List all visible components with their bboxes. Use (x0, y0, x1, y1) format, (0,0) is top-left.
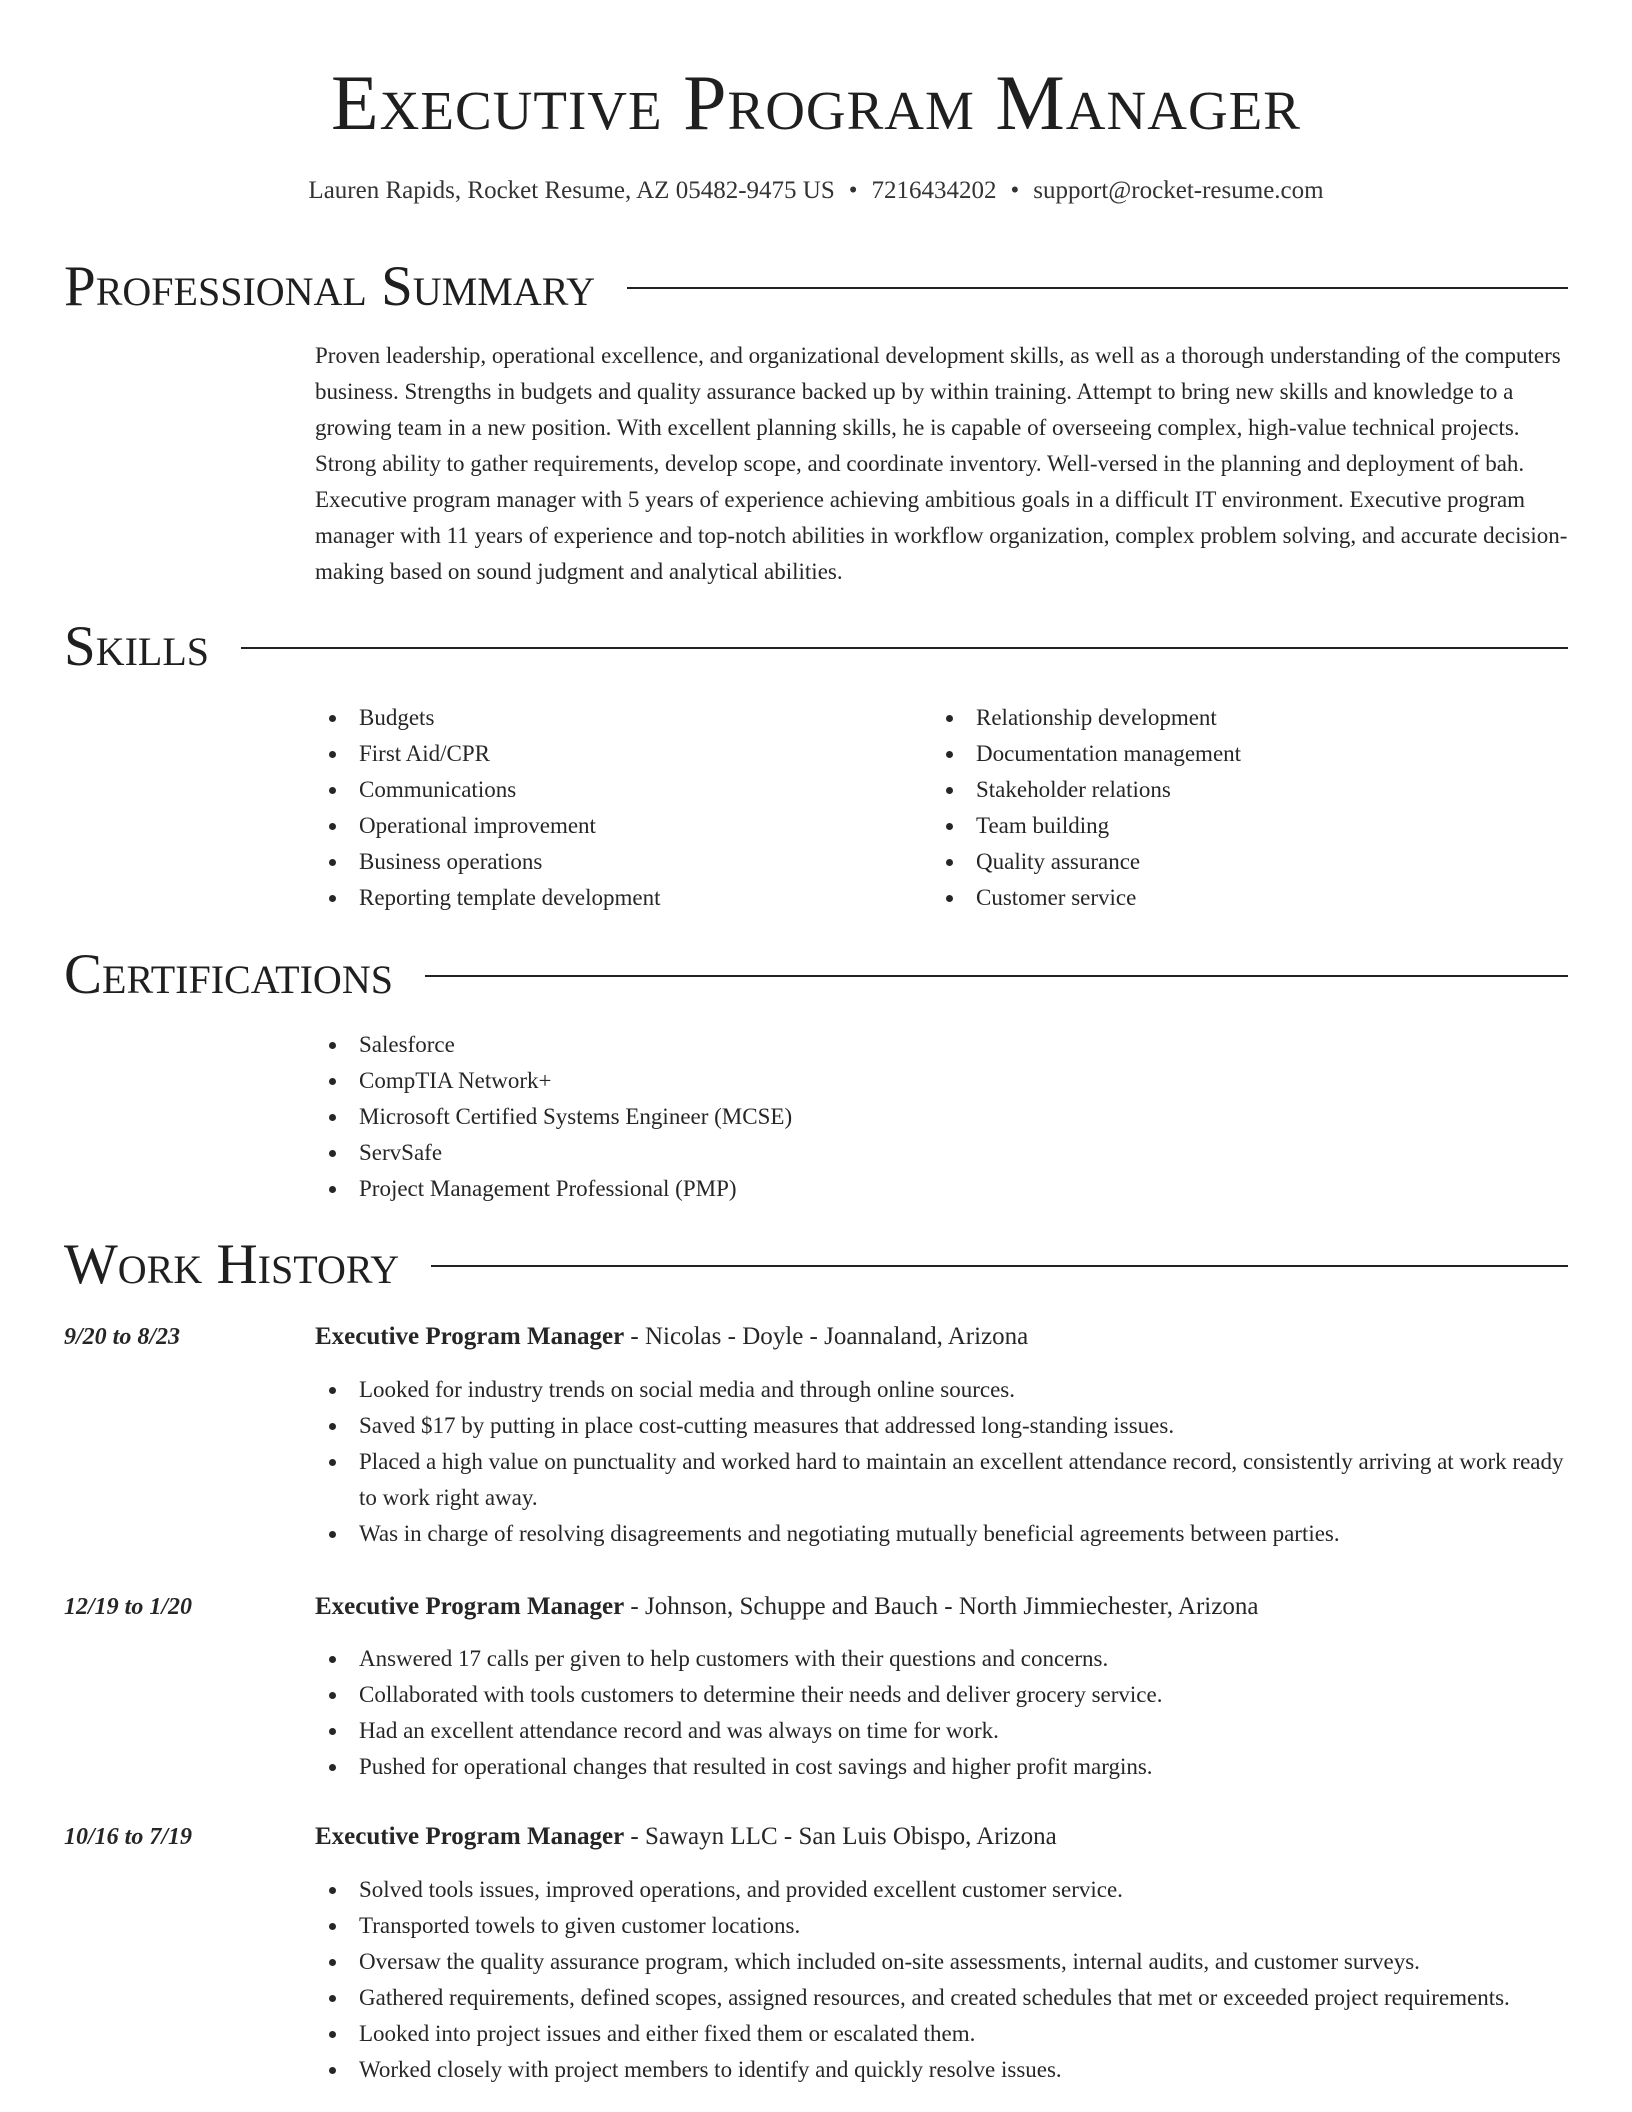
job-bullets (315, 1872, 1570, 2088)
job-bullet: Looked for industry trends on social media and through online sources. (315, 1372, 1570, 1408)
job-bullets (315, 1641, 1570, 1785)
job-dates: 12/19 to 1/20 (64, 1594, 193, 1620)
job-employer: - Sawayn LLC - San Luis Obispo, Arizona (624, 1823, 1057, 1850)
contact-line (0, 174, 1632, 208)
summary-paragraph: Proven leadership, operational excellence, and organizational development skills, as well as a thorough understanding of the computers business. Strengths in budgets and quality assurance backed up by within training. Attempt to bring new skills and knowledge to a growing team in a new position. With excellent planning skills, he is capable of overseeing complex, high-value technical projects. Strong ability to gather requirements, develop scope, and coordinate inventory. Well-versed in the planning and deployment of bah. Executive program manager with 5 years of experience achieving ambitious goals in a difficult IT environment. Executive program manager with 11 years of experience and top-notch abilities in workflow organization, complex problem solving, and accurate decision-making based on sound judgment and analytical abilities. (315, 343, 1568, 584)
section-title-certifications: Certifications (64, 943, 393, 1006)
section-title-skills: Skills (64, 615, 210, 678)
job-dates: 10/16 to 7/19 (64, 1824, 193, 1850)
separator-dot: • (1010, 177, 1020, 204)
skill-item: Customer service (932, 880, 1532, 916)
skills-list-left (315, 700, 915, 916)
certification-item: CompTIA Network+ (315, 1063, 1315, 1099)
job-title-line (315, 1589, 1570, 1625)
skill-item: Team building (932, 808, 1532, 844)
address: Lauren Rapids, Rocket Resume, AZ 05482-9475 US (308, 177, 835, 204)
job-bullet: Solved tools issues, improved operations, and provided excellent customer service. (315, 1872, 1570, 1908)
skill-item: Documentation management (932, 736, 1532, 772)
section-divider (431, 1265, 1568, 1267)
resume-title: Executive Program Manager (331, 59, 1301, 146)
certification-item: ServSafe (315, 1135, 1315, 1171)
section-divider (241, 647, 1568, 649)
job-bullet: Collaborated with tools customers to determine their needs and deliver grocery service. (315, 1677, 1570, 1713)
skill-item: Reporting template development (315, 880, 915, 916)
certification-item: Salesforce (315, 1027, 1315, 1063)
skill-item: First Aid/CPR (315, 736, 915, 772)
certifications-list (315, 1027, 1315, 1207)
job-bullet: Saved $17 by putting in place cost-cutting measures that addressed long-standing issues. (315, 1408, 1570, 1444)
job-title-line (315, 1319, 1570, 1355)
skills-section-header (64, 612, 1568, 682)
section-title-summary: Professional Summary (64, 255, 596, 318)
job-bullet: Had an excellent attendance record and was always on time for work. (315, 1713, 1570, 1749)
skills-list-right (932, 700, 1532, 916)
job-bullets (315, 1372, 1570, 1552)
job-bullet: Worked closely with project members to identify and quickly resolve issues. (315, 2052, 1570, 2088)
skill-item: Operational improvement (315, 808, 915, 844)
skill-item: Budgets (315, 700, 915, 736)
section-title-work-history: Work History (64, 1233, 400, 1296)
job-role: Executive Program Manager (315, 1593, 625, 1620)
section-divider (627, 287, 1568, 289)
job-role: Executive Program Manager (315, 1823, 625, 1850)
certification-item: Project Management Professional (PMP) (315, 1171, 1315, 1207)
skill-item: Stakeholder relations (932, 772, 1532, 808)
skill-item: Business operations (315, 844, 915, 880)
certifications-section-header (64, 940, 1568, 1010)
job-employer: - Nicolas - Doyle - Joannaland, Arizona (624, 1323, 1029, 1350)
email[interactable]: support@rocket-resume.com (1033, 177, 1324, 204)
skill-item: Communications (315, 772, 915, 808)
job-title-line (315, 1819, 1570, 1855)
job-employer: - Johnson, Schuppe and Bauch - North Jimmiechester, Arizona (624, 1593, 1259, 1620)
job-bullet: Pushed for operational changes that resulted in cost savings and higher profit margins. (315, 1749, 1570, 1785)
work-history-section-header (64, 1230, 1568, 1300)
job-bullet: Looked into project issues and either fixed them or escalated them. (315, 2016, 1570, 2052)
job-dates: 9/20 to 8/23 (64, 1324, 181, 1350)
separator-dot: • (848, 177, 858, 204)
job-bullet: Gathered requirements, defined scopes, assigned resources, and created schedules that met or exceeded project requirements. (315, 1980, 1570, 2016)
skill-item: Relationship development (932, 700, 1532, 736)
job-bullet: Was in charge of resolving disagreements and negotiating mutually beneficial agreements between parties. (315, 1516, 1570, 1552)
job-role: Executive Program Manager (315, 1323, 625, 1350)
job-bullet: Placed a high value on punctuality and worked hard to maintain an excellent attendance record, consistently arriving at work ready to work right away. (315, 1444, 1570, 1516)
job-bullet: Oversaw the quality assurance program, which included on-site assessments, internal audits, and customer surveys. (315, 1944, 1570, 1980)
section-divider (425, 975, 1568, 977)
certification-item: Microsoft Certified Systems Engineer (MCSE) (315, 1099, 1315, 1135)
job-bullet: Transported towels to given customer locations. (315, 1908, 1570, 1944)
skill-item: Quality assurance (932, 844, 1532, 880)
job-bullet: Answered 17 calls per given to help customers with their questions and concerns. (315, 1641, 1570, 1677)
summary-section-header (64, 252, 1568, 322)
phone: 7216434202 (871, 177, 997, 204)
